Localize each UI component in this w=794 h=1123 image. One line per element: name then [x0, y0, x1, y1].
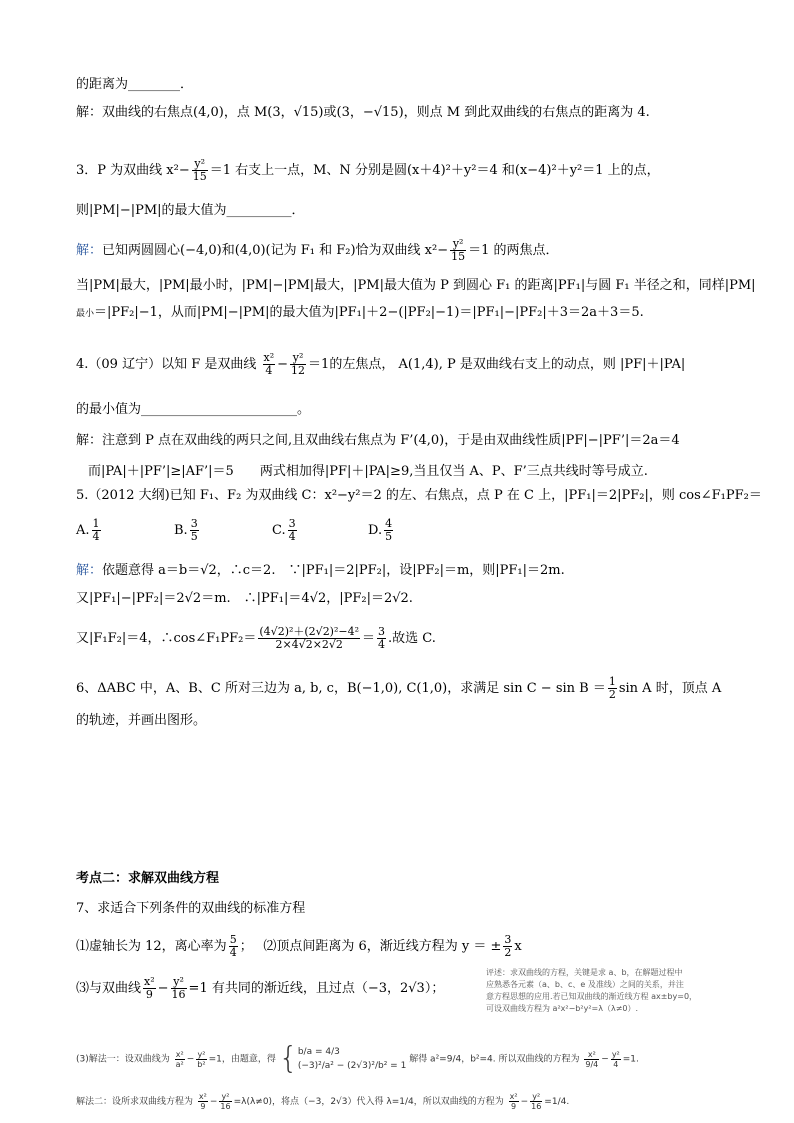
fraction [263, 352, 276, 377]
numerator: y² [192, 158, 208, 171]
text-span: 又|F₁F₂|＝4，∴cos∠F₁PF₂＝ [76, 631, 257, 646]
text-line: 则|PM|−|PM|的最大值为__________． [76, 203, 305, 218]
text-line: 又|PF₁|−|PF₂|＝2√2＝m. ∴|PF₁|＝4√2，|PF₂|＝2√2. [76, 591, 413, 606]
fraction: $\frac{\text{y²}}{16}$ [171, 975, 186, 1001]
numerator: y² [290, 352, 306, 365]
scanned-solution-2: 解法二：设所求双曲线方程为 $\frac{\text{x²}}{9}$ − $\frac{\text{y²}}{16}$ =λ(λ≠0)，将点（−3，2√3）代入得 λ=1/4，所以双曲线的方程为 $\frac{\text{x²}}{9}$ − $\frac{\text{y²}}{16}$ =1/4. [76, 1092, 570, 1111]
text-span: x [514, 939, 522, 954]
text-span: 6、ΔABC 中，A、B、C 所对三边为 a, b, c，B(−1,0), C(1,0)，求满足 sin C − sin B ＝ [76, 681, 606, 696]
denominator: 4 [265, 364, 273, 377]
text-span: 依题意得 a＝b＝√2，∴c＝2. ∵|PF₁|＝2|PF₂|，设|PF₂|＝m，则|PF₁|＝2m. [102, 563, 565, 578]
fraction: $\frac{\text{x²}}{9}$ [144, 975, 155, 1001]
fraction: $\frac{\text{(4√2)²＋(2√2)²−4²}}{2\times 4√2\times 2√2}$ [259, 625, 360, 651]
text-span: (3)解法一：设双曲线为 [76, 1054, 170, 1065]
text-line: 的距离为________． [76, 77, 194, 92]
fraction [192, 158, 208, 183]
option-a: A. $\frac{1}{4}$ [76, 517, 100, 543]
fraction [450, 238, 466, 263]
note-line: 意方程思想的应用.若已知双曲线的渐近线方程 ax±by=0， [486, 992, 698, 1001]
text-span: =λ(λ≠0)，将点（−3，2√3）代入得 λ=1/4，所以双曲线的方程为 [233, 1097, 504, 1107]
text-span: ⑴虚轴长为 12，离心率为 [76, 939, 227, 954]
text-span: 3．P 为双曲线 x²− [76, 163, 190, 178]
commentary-note [486, 967, 748, 1029]
section-heading: 考点二：求解双曲线方程 [76, 871, 220, 886]
problem-3 [76, 158, 660, 183]
note-line: 应熟悉各元素（a、b、c、e 及准线）之间的关系，并注 [486, 980, 684, 989]
solution-label: 解： [76, 563, 103, 578]
scanned-solution-1: (3)解法一：设双曲线为 $\frac{\text{x²}}{\text{a²}}$ − $\frac{\text{y²}}{\text{b²}}$ =1，由题意，得 { b/a = 4/3 (−3)²/a² − (2√3)²/b² = 1 解得 a²=9/4，b²=4. 所以双曲线的方程为 $\frac{\text{x²}}{9/4}$ − $\frac{\text{y²}}{4}$ =1. [76, 1041, 639, 1076]
text-line: 解：双曲线的右焦点(4,0)，点 M(3，√15)或(3，−√15)，则点 M 到此双曲线的右焦点的距离为 4. [76, 105, 650, 120]
options [76, 518, 395, 543]
text-line: 的轨迹，并画出图形。 [76, 713, 207, 728]
text-line: 当|PM|最大，|PM|最小时，|PM|−|PM|最大，|PM|最大值为 P 到圆心 F₁ 的距离|PF₁|与圆 F₁ 半径之和，同样|PM| [76, 278, 756, 293]
text-line: 而|PA|＋|PF’|≥|AF’|＝5 两式相加得|PF|＋|PA|≥9,当且仅当 A、P、F’三点共线时等号成立. [88, 464, 648, 479]
text-span: 解法二：设所求双曲线方程为 [76, 1097, 194, 1107]
solution-label: 解： [76, 243, 103, 258]
fraction: $\frac{3}{4}$ [378, 625, 386, 651]
fraction: $\frac{3}{2}$ [504, 933, 512, 959]
denominator: 12 [291, 364, 306, 377]
text-span: ； ⑵顶点间距离为 6，渐近线方程为 y ＝ ± [239, 939, 502, 954]
text-line [76, 304, 644, 323]
text-span: 的左焦点， [329, 357, 395, 372]
option-d: D. $\frac{4}{5}$ [368, 517, 393, 543]
solution-5 [76, 562, 565, 580]
text-span: sin A 时，顶点 A [618, 681, 722, 696]
text-line: 7、求适合下列条件的双曲线的标准方程 [76, 901, 306, 916]
denominator: 15 [192, 170, 207, 183]
numerator: x² [263, 351, 275, 364]
fraction [290, 352, 306, 377]
text-span: − [157, 981, 169, 996]
problem-6 [76, 676, 721, 701]
text-line [76, 626, 436, 651]
text-span: 已知两圆圆心(−4,0)和(4,0)(记为 F₁ 和 F₂)恰为双曲线 x²− [102, 243, 449, 258]
solution-3 [76, 238, 559, 263]
problem-5: 5.（2012 大纲)已知 F₁、F₂ 为双曲线 C：x²−y²＝2 的左、右焦点，点 P 在 C 上，|PF₁|＝2|PF₂|，则 cos∠F₁PF₂＝ [76, 488, 762, 503]
text-span: A(1,4), P 是双曲线右支上的动点，则 [398, 357, 616, 372]
text-span: =1. [622, 1054, 639, 1065]
text-span: 解得 a²=9/4，b²=4. 所以双曲线的方程为 [409, 1054, 580, 1065]
text-line: 解：注意到 P 点在双曲线的两只之间,且双曲线右焦点为 F’(4,0)，于是由双曲线性质|PF|−|PF’|＝2a＝4 [76, 433, 680, 448]
problem-7-parts [76, 934, 522, 959]
text-span: ⑶与双曲线 [76, 981, 142, 996]
note-line: 评述：求双曲线的方程，关键是求 a、b，在解题过程中 [486, 968, 683, 977]
text-span: |PF|＋|PA| [619, 357, 686, 372]
problem-4: 4.（09 辽宁）以知 F 是双曲线 $\frac{\text{x²}}{4}$ − $\frac{\text{y²}}{12}$ ＝1的左焦点， A(1,4), P 是双曲线右支上的动点，则 |PF|＋|PA| [76, 351, 686, 377]
text-span: =1 有共同的渐近线，且过点（−3，2√3）； [188, 981, 445, 996]
text-span: 4.（09 辽宁）以知 F 是双曲线 [76, 357, 257, 372]
problem-7-part3 [76, 976, 444, 1001]
option-c: C. $\frac{3}{4}$ [272, 517, 296, 543]
fraction: $\frac{5}{4}$ [229, 933, 237, 959]
text-span: ＝1 的两焦点． [468, 243, 559, 258]
equation-system: b/a = 4/3 (−3)²/a² − (2√3)²/b² = 1 [297, 1047, 407, 1071]
text-span: ＝ [362, 631, 376, 646]
brace-icon: { [278, 1041, 298, 1076]
text-line: 的最小值为________________________。 [76, 402, 311, 417]
text-span: ＝|PF₂|−1，从而|PM|−|PM|的最大值为|PF₁|＋2−(|PF₂|−1)＝|PF₁|−|PF₂|＋3＝2a＋3＝5. [94, 305, 644, 320]
option-b: B. $\frac{3}{5}$ [174, 517, 198, 543]
numerator: y² [450, 238, 466, 251]
text-span: =1，由题意，得 [208, 1054, 276, 1065]
text-span: .故选 C. [388, 631, 436, 646]
text-span: ＝1 右支上一点，M、N 分别是圆(x＋4)²＋y²＝4 和(x−4)²＋y²＝1 上的点， [209, 163, 660, 178]
denominator: 15 [451, 250, 466, 263]
subscript: 最小 [76, 309, 95, 319]
note-line: 可设双曲线方程为 a²x²−b²y²=λ（λ≠0）. [486, 1004, 639, 1013]
text-span: =1/4. [544, 1097, 570, 1107]
fraction: $\frac{1}{2}$ [608, 675, 616, 701]
